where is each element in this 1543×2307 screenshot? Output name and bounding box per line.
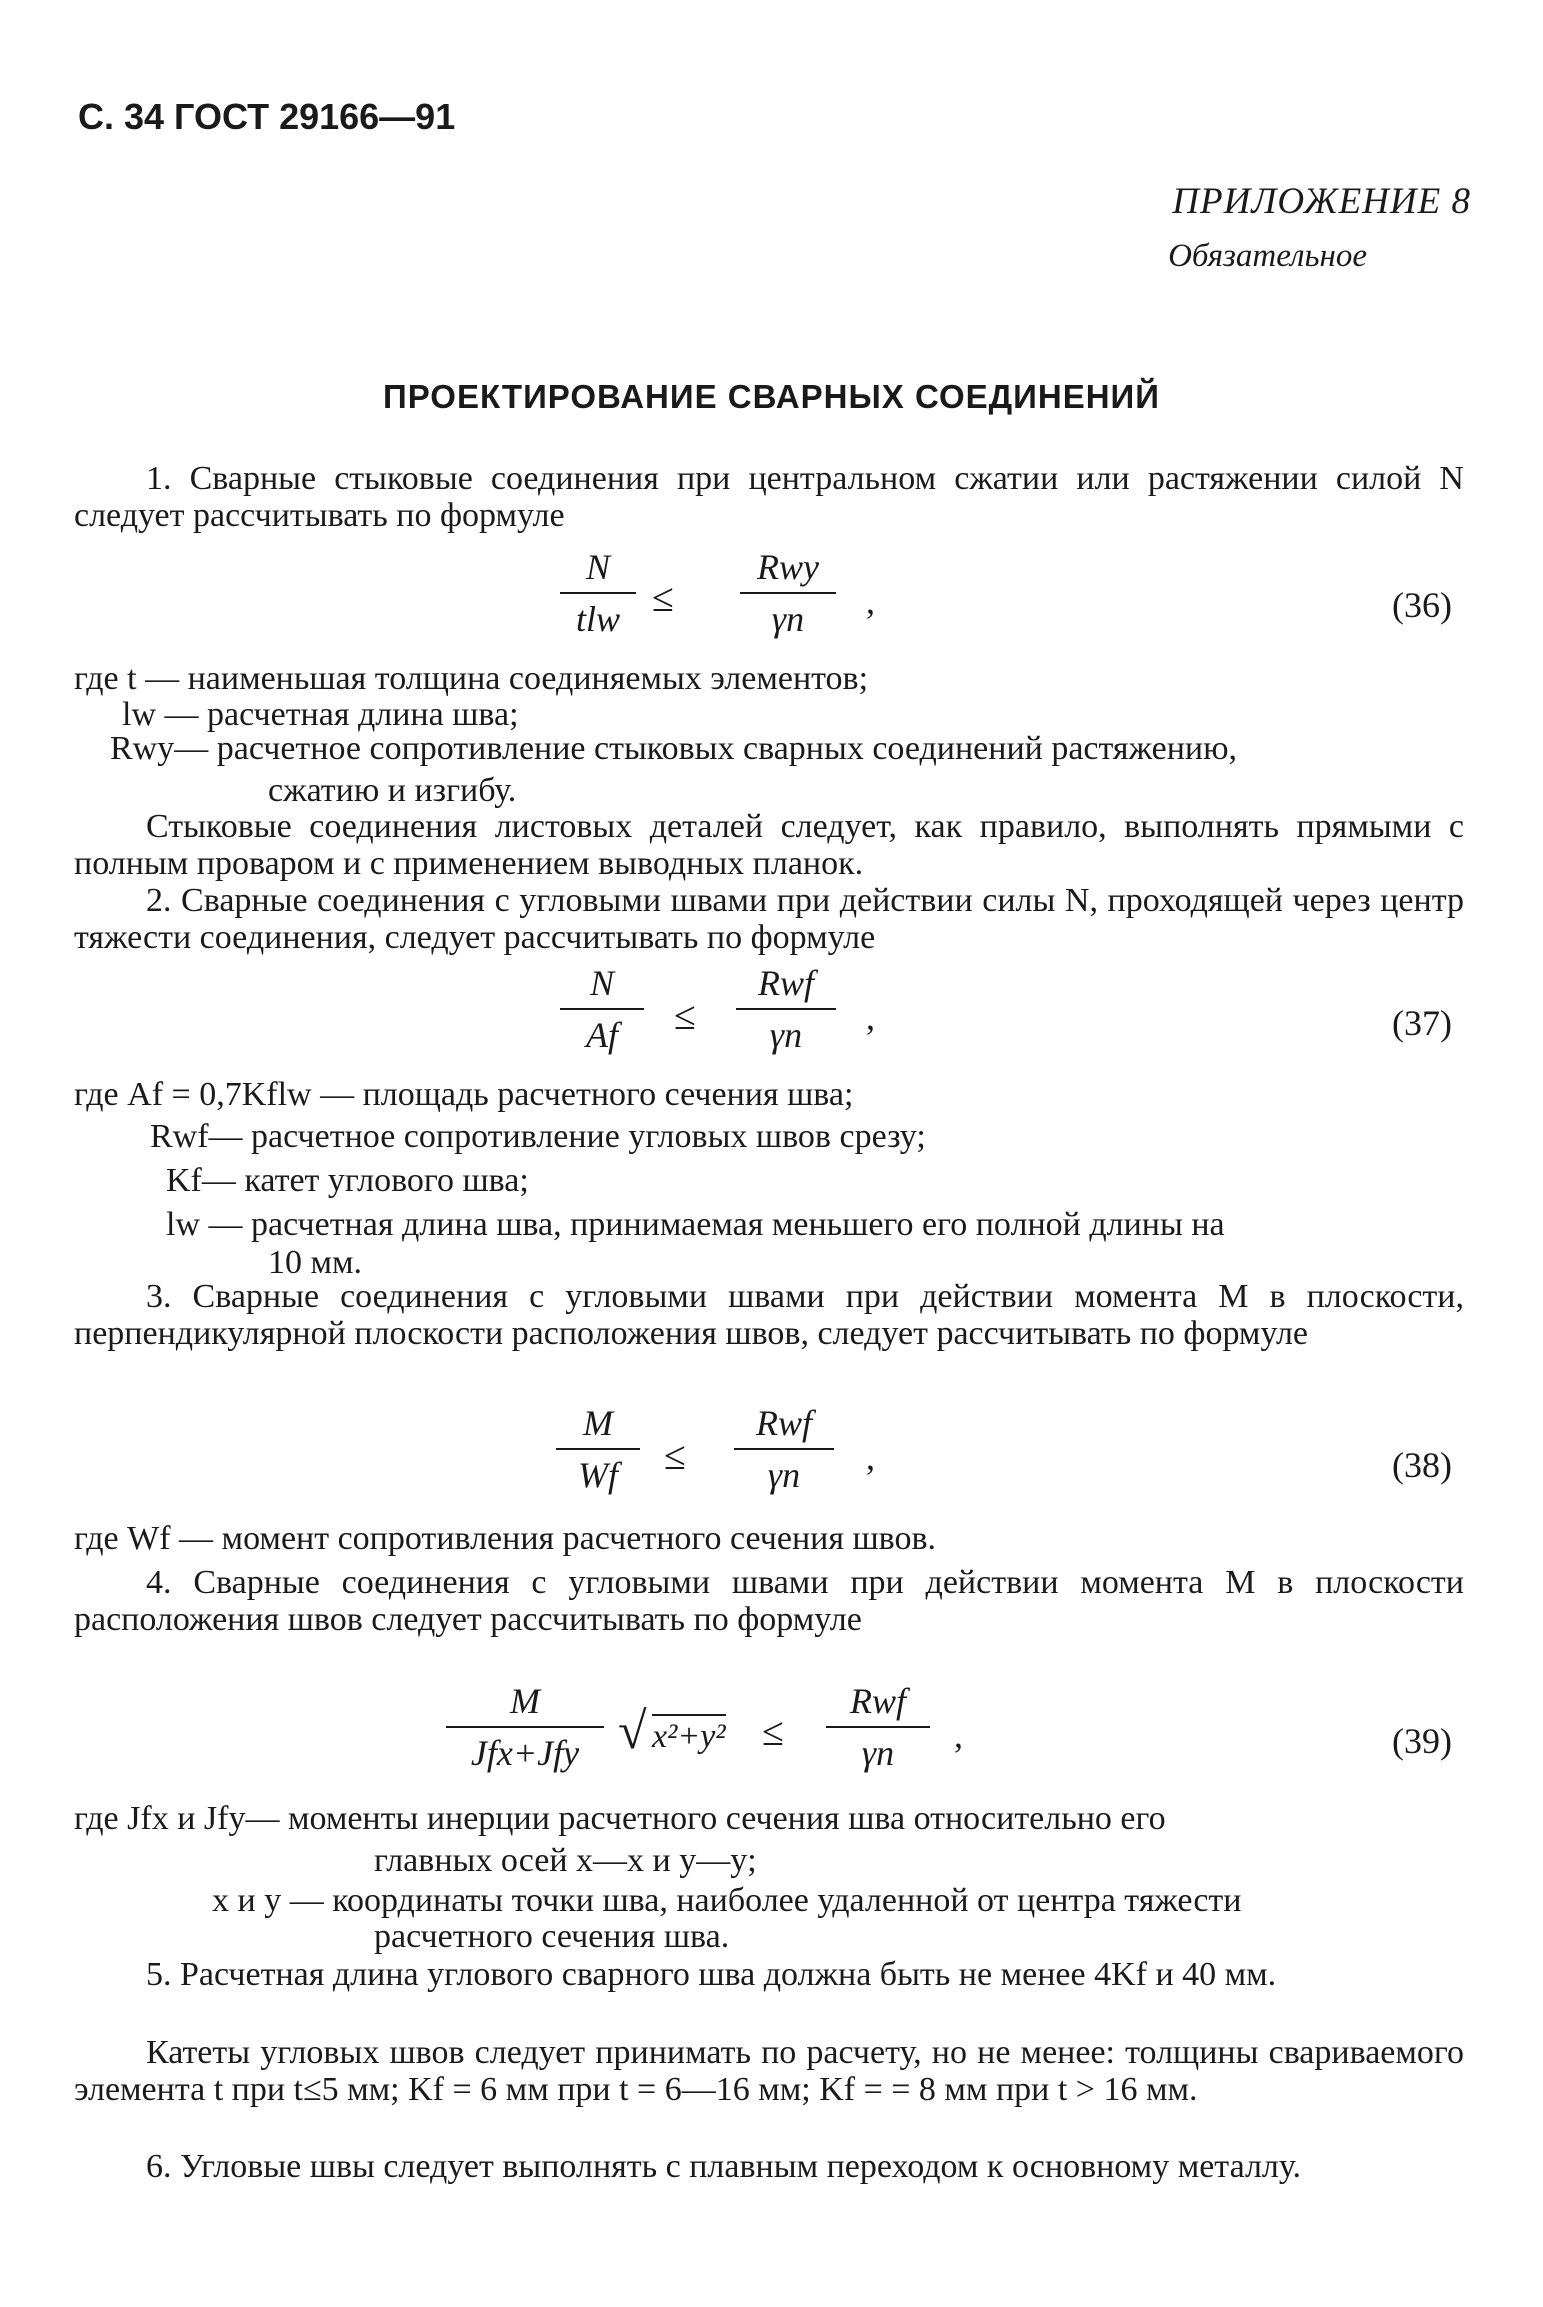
formula-38-numerator-right: Rwf (755, 1403, 812, 1443)
paragraph-2: 2. Сварные соединения с угловыми швами при действии силы N, проходящей через центр тяжести соединения, следует рассчитывать по формуле (74, 882, 1464, 956)
where-39-line-1: где Jfx и Jfy— моменты инерции расчетного сечения шва относительно его (74, 1800, 1166, 1837)
where-36-line-2: lw — расчетная длина шва; (122, 696, 519, 733)
fraction-bar (736, 1008, 836, 1010)
formula-38-denominator-right: γn (767, 1455, 801, 1495)
formula-38-relation: ≤ (664, 1433, 686, 1478)
sqrt-icon: √ (618, 1703, 647, 1760)
fraction-bar (556, 1448, 640, 1450)
where-36-line-1: где t — наименьшая толщина соединяемых элементов; (74, 660, 869, 697)
formula-37-right-fraction (736, 962, 836, 1056)
fraction-bar (734, 1448, 834, 1450)
formula-36-relation: ≤ (652, 575, 674, 620)
formula-37-denominator-left: Af (586, 1015, 618, 1055)
where-39-line-3: x и y — координаты точки шва, наиболее удаленной от центра тяжести (212, 1882, 1242, 1919)
paragraph-1: 1. Сварные стыковые соединения при центральном сжатии или растяжении силой N следует рассчитывать по формуле (74, 460, 1464, 534)
formula-37-denominator-right: γn (769, 1015, 803, 1055)
formula-37-left-fraction (560, 962, 644, 1056)
fraction-bar (826, 1726, 930, 1728)
paragraph-6: 6. Угловые швы следует выполнять с плавным переходом к основному металлу. (146, 2148, 1301, 2185)
formula-36-left-fraction (560, 546, 636, 640)
formula-37-relation: ≤ (674, 993, 696, 1038)
paragraph-5: 5. Расчетная длина углового сварного шва должна быть не менее 4Kf и 40 мм. (146, 1956, 1277, 1993)
formula-39-numerator-left: M (510, 1681, 540, 1721)
paragraph-3: 3. Сварные соединения с угловыми швами при действии момента M в плоскости, перпендикулярной плоскости расположения швов, следует рассчитывать по формуле (74, 1278, 1464, 1352)
formula-39-left-fraction (446, 1680, 604, 1774)
paragraph-5b: Катеты угловых швов следует принимать по расчету, но не менее: толщины свариваемого элемента t при t≤5 мм; Kf = 6 мм при t = 6—16 мм; Kf = = 8 мм при t > 16 мм. (74, 2034, 1464, 2108)
formula-36-number: (36) (1392, 585, 1452, 625)
where-36-line-3: Rwy— расчетное сопротивление стыковых сварных соединений растяжению, (110, 730, 1237, 767)
formula-37-comma: , (866, 997, 875, 1037)
section-title: ПРОЕКТИРОВАНИЕ СВАРНЫХ СОЕДИНЕНИЙ (382, 378, 1160, 415)
formula-36-right-fraction (740, 546, 836, 640)
formula-39-denominator-left: Jfx+Jfy (470, 1733, 580, 1773)
formula-38-left-fraction (556, 1402, 640, 1496)
where-37-line-4: lw — расчетная длина шва, принимаемая меньшего его полной длины на (166, 1206, 1225, 1243)
formula-36-numerator-right: Rwy (757, 547, 819, 587)
where-37-line-3: Kf— катет углового шва; (166, 1162, 529, 1199)
formula-38-number: (38) (1392, 1445, 1452, 1485)
formula-36-denominator-left: tlw (575, 599, 620, 639)
where-39-line-4: расчетного сечения шва. (374, 1918, 730, 1955)
formula-39-relation: ≤ (762, 1709, 784, 1754)
page-header: С. 34 ГОСТ 29166—91 (78, 96, 456, 137)
formula-39-right-fraction (826, 1680, 930, 1774)
formula-38-denominator-left: Wf (578, 1455, 618, 1495)
where-39-line-2: главных осей x—x и y—y; (374, 1842, 757, 1879)
formula-38 (0, 1402, 1543, 1502)
where-37-line-2: Rwf— расчетное сопротивление угловых швов срезу; (150, 1118, 926, 1155)
where-37-line-5: 10 мм. (268, 1244, 363, 1281)
formula-39-comma: , (954, 1715, 963, 1755)
formula-39 (0, 1680, 1543, 1780)
paragraph-1b: Стыковые соединения листовых деталей следует, как правило, выполнять прямыми с полным проваром и с применением выводных планок. (74, 808, 1464, 882)
annex-status: Обязательное (1168, 238, 1367, 274)
paragraph-4: 4. Сварные соединения с угловыми швами при действии момента M в плоскости расположения швов следует рассчитывать по формуле (74, 1564, 1464, 1638)
where-37-line-1: где Af = 0,7Kflw — площадь расчетного сечения шва; (74, 1076, 854, 1113)
formula-38-right-fraction (734, 1402, 834, 1496)
formula-37 (0, 962, 1543, 1062)
formula-38-comma: , (866, 1437, 875, 1477)
formula-39-sqrt-argument: x²+y² (652, 1714, 726, 1756)
formula-39-denominator-right: γn (861, 1733, 895, 1773)
formula-36-denominator-right: γn (771, 599, 805, 639)
formula-39-numerator-right: Rwf (849, 1681, 906, 1721)
fraction-bar (446, 1726, 604, 1728)
formula-39-number: (39) (1392, 1721, 1452, 1761)
formula-37-number: (37) (1392, 1003, 1452, 1043)
formula-36 (0, 546, 1543, 646)
formula-38-numerator-left: M (583, 1403, 613, 1443)
where-38-line: где Wf — момент сопротивления расчетного сечения швов. (74, 1520, 937, 1557)
annex-title: ПРИЛОЖЕНИЕ 8 (1172, 181, 1471, 222)
formula-37-numerator-left: N (589, 963, 614, 1003)
fraction-bar (740, 592, 836, 594)
fraction-bar (560, 1008, 644, 1010)
fraction-bar (560, 592, 636, 594)
formula-37-numerator-right: Rwf (757, 963, 814, 1003)
formula-36-comma: , (866, 581, 875, 621)
where-36-line-4: сжатию и изгибу. (268, 772, 517, 809)
formula-36-numerator-left: N (585, 547, 610, 587)
